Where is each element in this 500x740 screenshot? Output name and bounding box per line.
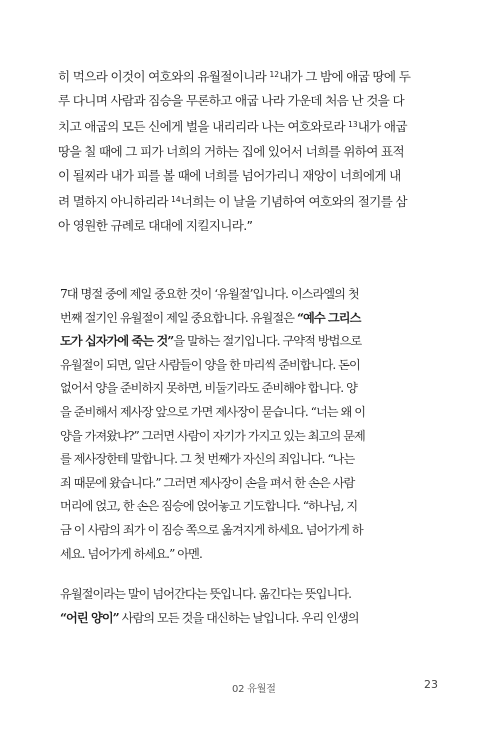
text-line: 도가 십자가에 죽는 것”을 말하는 절기입니다. 구약적 방법으로 [60, 334, 362, 349]
quote-line: 땅을 칠 때에 그 피가 너희의 거하는 집에 있어서 너희를 위하여 표적 [58, 143, 404, 159]
text-line: 머리에 얹고, 한 손은 짐승에 얹어놓고 기도합니다. “하나님, 지 [60, 499, 358, 514]
text-line: 없어서 양을 준비하지 못하면, 비둘기라도 준비해야 합니다. 양 [60, 381, 357, 396]
quote-line: 치고 애굽의 모든 신에게 벌을 내리리라 나는 여호와로라 $^{13}$내가 애굽 [58, 119, 407, 135]
emphasis-text: “예수 그리스 [296, 310, 361, 325]
emphasis-text: “어린 양이” [60, 610, 119, 625]
quote-line: 아 영원한 규례로 대대에 지킬지니라.” [58, 218, 253, 234]
body-paragraph-1 [60, 283, 457, 566]
text-line: 7대 명절 중에 제일 중요한 것이 ‘유월절’입니다. 이스라엘의 첫 [60, 287, 359, 301]
text-line: 양을 가져왔냐?” 그러면 사람이 자기가 가지고 있는 최고의 문제 [60, 428, 365, 443]
text-line: 금 이 사람의 죄가 이 짐승 쪽으로 옮겨지게 하세요. 넘어가게 하 [60, 522, 363, 537]
text-line: 번째 절기인 유월절이 제일 중요합니다. 유월절은 “예수 그리스 [60, 310, 361, 325]
text-line: 죄 때문에 왔습니다.” 그러면 제사장이 손을 펴서 한 손은 사람 [60, 475, 355, 490]
verse-number: 12 [269, 70, 279, 79]
scripture-quote [58, 63, 458, 238]
quote-line: 려 멸하지 아니하리라 $^{14}$너희는 이 날을 기념하여 여호와의 절기를 삼 [58, 194, 407, 210]
emphasis-text: 도가 십자가에 죽는 것” [60, 334, 174, 349]
verse-number: 13 [348, 120, 358, 130]
text-line: 유월절이라는 말이 넘어간다는 뜻입니다. 옮긴다는 뜻입니다. [60, 587, 352, 601]
quote-line: 히 먹으라 이것이 여호와의 유월절이니라 $^{12}$내가 그 밤에 애굽 땅에 두 [58, 69, 411, 84]
quote-line: 이 될찌라 내가 피를 볼 때에 너희를 넘어가리니 재앙이 너희에게 내 [58, 167, 401, 183]
verse-number: 14 [171, 195, 181, 205]
text-line: 유월절이 되면, 일단 사람들이 양을 한 마리씩 준비합니다. 돈이 [60, 357, 360, 372]
text-line: 를 제사장한테 말합니다. 그 첫 번째가 자신의 죄입니다. “나는 [60, 452, 355, 467]
running-footer-chapter: 02 유월절 [232, 684, 276, 695]
body-paragraph-2 [60, 583, 457, 630]
text-line: “어린 양이” 사람의 모든 것을 대신하는 날입니다. 우리 인생의 [60, 610, 359, 625]
quote-line: 루 다니며 사람과 짐승을 무론하고 애굽 나라 가운데 처음 난 것을 다 [58, 93, 404, 109]
page-number: 23 [424, 678, 438, 691]
text-line: 을 준비해서 제사장 앞으로 가면 제사장이 묻습니다. “너는 왜 이 [60, 404, 366, 419]
text-line: 세요. 넘어가게 하세요.” 아멘. [60, 546, 202, 561]
